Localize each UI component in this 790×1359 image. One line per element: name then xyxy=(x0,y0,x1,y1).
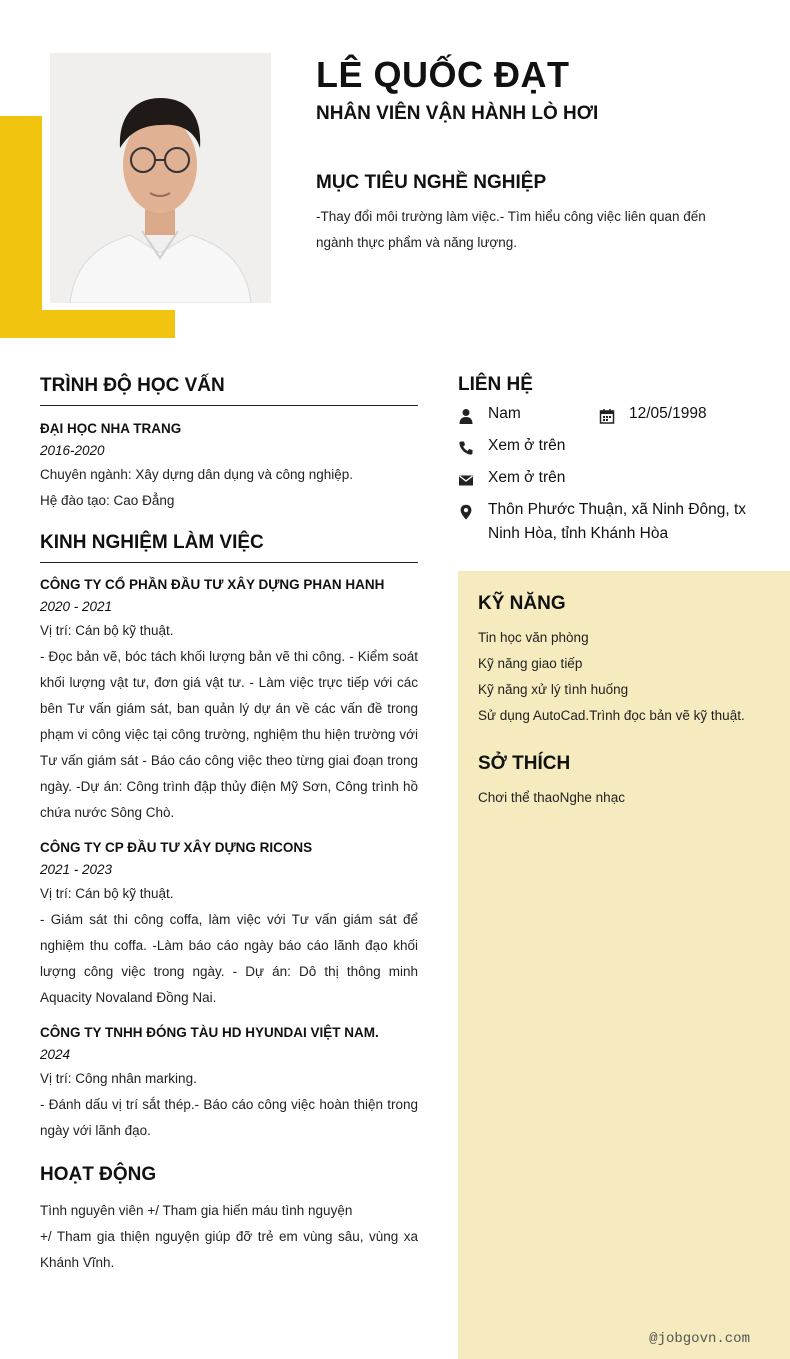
profile-photo xyxy=(50,53,271,303)
job-position: Vị trí: Cán bộ kỹ thuật. xyxy=(40,623,174,638)
job-period: 2024 xyxy=(40,1047,71,1062)
job-position: Vị trí: Công nhân marking. xyxy=(40,1071,197,1086)
job-company: CÔNG TY CỔ PHẦN ĐẦU TƯ XÂY DỰNG PHAN HANH xyxy=(40,577,385,592)
address-value: Thôn Phước Thuận, xã Ninh Đông, tx Ninh Hòa, tỉnh Khánh Hòa xyxy=(488,501,747,542)
skill-item: Sử dụng AutoCad.Trình đọc bản vẽ kỹ thuật. xyxy=(478,708,745,723)
job-position: Vị trí: Cán bộ kỹ thuật. xyxy=(40,886,174,901)
activity-line: +/ Tham gia thiện nguyện giúp đỡ trẻ em vùng sâu, vùng xa Khánh Vĩnh. xyxy=(40,1229,418,1270)
experience-section xyxy=(40,532,418,1144)
education-period: 2016-2020 xyxy=(40,443,105,458)
email-value: Xem ở trên xyxy=(488,469,566,486)
job-description: - Đánh dấu vị trí sắt thép.- Báo cáo công việc hoàn thiện trong ngày với lãnh đạo. xyxy=(40,1097,418,1138)
phone-icon xyxy=(458,440,474,456)
contact-row-address xyxy=(458,498,758,542)
person-icon xyxy=(458,408,474,424)
education-training: Hệ đào tạo: Cao Đẳng xyxy=(40,493,175,508)
hobbies-heading: SỞ THÍCH xyxy=(478,753,571,774)
activities-section xyxy=(40,1164,418,1276)
birthday-value: 12/05/1998 xyxy=(629,405,707,422)
job-entry xyxy=(40,1023,418,1144)
skills-hobbies-panel xyxy=(458,571,790,1359)
portrait-illustration xyxy=(50,53,271,303)
gender-value: Nam xyxy=(488,405,521,422)
objective-heading: MỤC TIÊU NGHỀ NGHIỆP xyxy=(316,172,547,193)
watermark: @jobgovn.com xyxy=(649,1331,750,1347)
left-column xyxy=(40,375,418,1276)
activity-line: Tình nguyên viên +/ Tham gia hiến máu tình nguyện xyxy=(40,1203,353,1218)
calendar-icon xyxy=(599,408,615,424)
job-entry xyxy=(40,575,418,826)
phone-value: Xem ở trên xyxy=(488,437,566,454)
skill-item: Kỹ năng giao tiếp xyxy=(478,656,583,671)
education-section xyxy=(40,375,418,514)
contact-row-gender xyxy=(458,402,758,434)
contact-section xyxy=(458,374,758,542)
job-company: CÔNG TY CP ĐẦU TƯ XÂY DỰNG RICONS xyxy=(40,840,313,855)
school-name: ĐẠI HỌC NHA TRANG xyxy=(40,421,182,436)
education-major: Chuyên ngành: Xây dựng dân dụng và công nghiệp. xyxy=(40,467,354,482)
contact-row-email xyxy=(458,466,758,498)
job-period: 2021 - 2023 xyxy=(40,862,113,877)
location-pin-icon xyxy=(458,504,474,520)
objective-text: -Thay đổi môi trường làm việc.- Tìm hiểu công việc liên quan đến ngành thực phẩm và năng lượng. xyxy=(316,209,706,250)
experience-heading: KINH NGHIỆM LÀM VIỆC xyxy=(40,532,418,563)
candidate-name: LÊ QUỐC ĐẠT xyxy=(316,54,570,95)
job-description: - Giám sát thi công coffa, làm việc với Tư vấn giám sát để nghiệm thu coffa. -Làm báo cáo ngày báo cáo lãnh đạo khối lượng công việc trong ngày. - Dự án: Dô thị thông minh Aquacity Novaland Đồng Nai. xyxy=(40,912,418,1005)
job-period: 2020 - 2021 xyxy=(40,599,113,614)
hobbies-text: Chơi thể thaoNghe nhạc xyxy=(478,790,625,805)
skill-item: Tin học văn phòng xyxy=(478,630,589,645)
accent-bar-horizontal xyxy=(0,310,175,338)
job-entry xyxy=(40,838,418,1011)
job-title: NHÂN VIÊN VẬN HÀNH LÒ HƠI xyxy=(316,103,599,124)
accent-bar-vertical xyxy=(0,116,42,338)
education-heading: TRÌNH ĐỘ HỌC VẤN xyxy=(40,375,418,406)
career-objective-section xyxy=(316,172,726,256)
activities-heading: HOẠT ĐỘNG xyxy=(40,1164,157,1185)
job-description: - Đọc bản vẽ, bóc tách khối lượng bản vẽ thi công. - Kiểm soát khối lượng vật tư, đơn giá vật tư. - Làm việc trực tiếp với các bên Tư vấn giám sát, ban quản lý dự án về các vấn đề trong phạm vi công việc tại công trường, nghiệm thu hiện trường với Tư vấn giám sát - Báo cáo công việc theo từng giai đoạn trong ngày. -Dự án: Công trình đập thủy điện Mỹ Sơn, Công trình hồ chứa nước Sông Chò. xyxy=(40,649,418,820)
email-icon xyxy=(458,472,474,488)
skills-heading: KỸ NĂNG xyxy=(478,593,566,614)
skill-item: Kỹ năng xử lý tình huống xyxy=(478,682,629,697)
contact-heading: LIÊN HỆ xyxy=(458,374,533,395)
job-company: CÔNG TY TNHH ĐÓNG TÀU HD HYUNDAI VIỆT NAM. xyxy=(40,1025,379,1040)
contact-row-phone xyxy=(458,434,758,466)
